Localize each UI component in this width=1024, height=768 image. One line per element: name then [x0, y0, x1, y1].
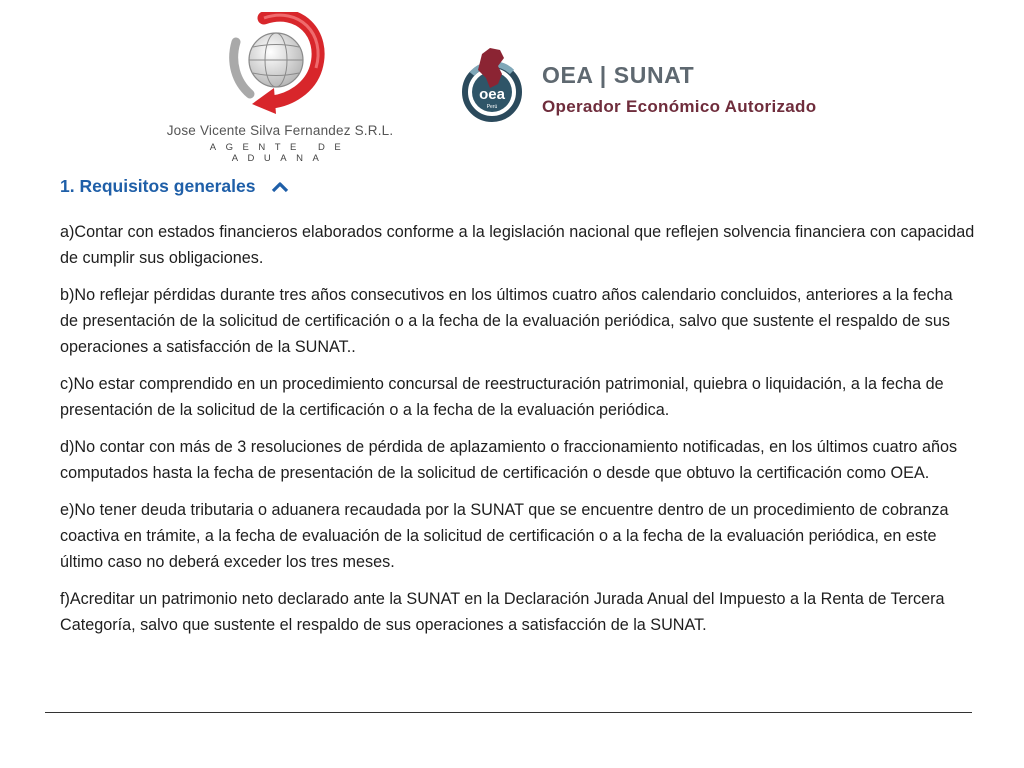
requirement-e: e)No tener deuda tributaria o aduanera recaudada por la SUNAT que se encuentre dentro de un procedimiento de cobranza coactiva en trámite, a la fecha de evaluación de la solicitud de certificación o a la fecha de la evaluación periódica, en este último caso no deberá exceder los tres meses.	[60, 501, 949, 571]
section-title: 1. Requisitos generales	[60, 176, 256, 196]
oea-sunat-logo	[460, 44, 890, 124]
oea-subtitle: Operador Económico Autorizado	[542, 97, 817, 116]
requirement-d: d)No contar con más de 3 resoluciones de pérdida de aplazamiento o fraccionamiento notificadas, en los últimos cuatro años computados hasta la fecha de presentación de la solicitud de certificación o desde que obtuvo la certificación como OEA.	[60, 438, 958, 482]
requirement-a: a)Contar con estados financieros elaborados conforme a la legislación nacional que reflejen solvencia financiera con capacidad de cumplir sus obligaciones.	[60, 223, 975, 267]
company-logo	[160, 12, 400, 164]
section-heading	[60, 176, 290, 197]
company-name: Jose Vicente Silva Fernandez S.R.L.	[166, 123, 394, 138]
requirement-b: b)No reflejar pérdidas durante tres años consecutivos en los últimos cuatro años calendario concluidos, anteriores a la fecha de presentación de la solicitud de certificación o a la fecha de la evaluación periódica, salvo que sustente el respaldo de sus operaciones a satisfacción de la SUNAT..	[60, 286, 953, 356]
globe-arrow-icon	[224, 12, 334, 117]
oea-emblem-text: oea	[479, 86, 505, 103]
chevron-up-icon[interactable]	[270, 180, 290, 194]
oea-peru-map-icon	[460, 44, 526, 124]
oea-title: OEA | SUNAT	[542, 62, 695, 88]
requirements-list	[60, 219, 975, 649]
requirement-f: f)Acreditar un patrimonio neto declarado ante la SUNAT en la Declaración Jurada Anual del Impuesto a la Renta de Tercera Categoría, salvo que sustente el respaldo de sus operaciones a satisfacción de la SUNAT.	[60, 590, 945, 634]
oea-emblem-small-text: Perú	[486, 104, 498, 110]
company-role: AGENTE DE ADUANA	[209, 142, 351, 164]
divider	[45, 712, 972, 713]
requirement-c: c)No estar comprendido en un procedimiento concursal de reestructuración patrimonial, quiebra o liquidación, a la fecha de presentación de la solicitud de la certificación o a la fecha de la evaluación periódica.	[60, 375, 944, 419]
